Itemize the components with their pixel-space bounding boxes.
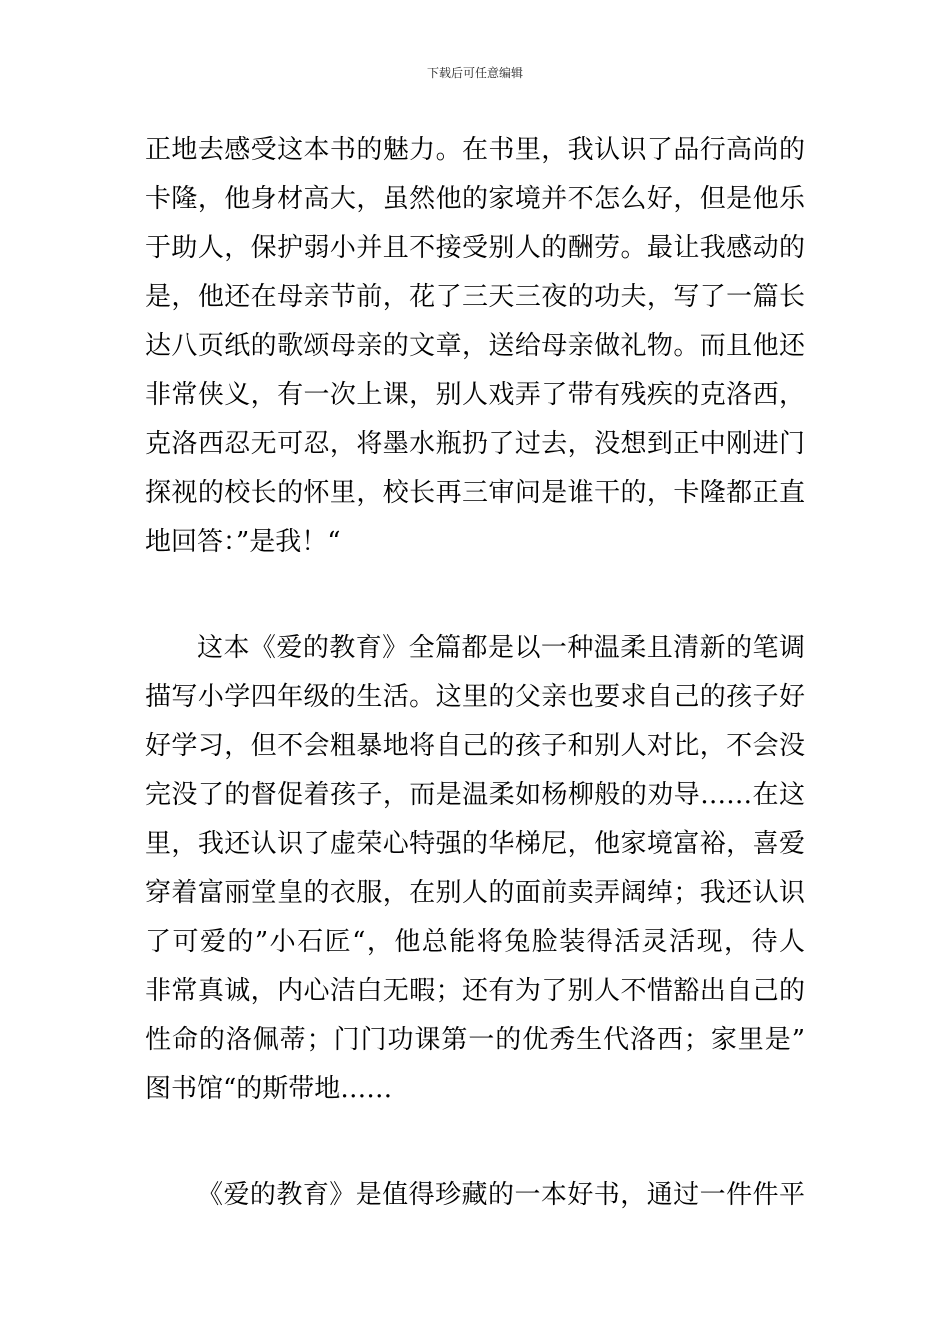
text-line: 《爱的教育》是值得珍藏的一本好书，通过一件件平 — [197, 1180, 805, 1210]
text-line: 图书馆“的斯带地…… — [145, 1074, 393, 1104]
text-line: 卡隆，他身材高大，虽然他的家境并不怎么好，但是他乐 — [145, 184, 805, 214]
header-note: 下载后可任意编辑 — [426, 66, 523, 80]
text-line: 这本《爱的教育》全篇都是以一种温柔且清新的笔调 — [197, 633, 805, 663]
text-line: 地回答：”是我！“ — [145, 527, 341, 557]
text-line: 于助人，保护弱小并且不接受别人的酬劳。最让我感动的 — [145, 233, 805, 263]
paragraph-1 — [145, 126, 805, 567]
text-line: 是，他还在母亲节前，花了三天三夜的功夫，写了一篇长 — [145, 282, 805, 312]
text-line: 好学习，但不会粗暴地将自己的孩子和别人对比，不会没 — [145, 731, 805, 761]
text-line: 非常真诚，内心洁白无暇；还有为了别人不惜豁出自己的 — [145, 976, 805, 1006]
text-line: 穿着富丽堂皇的衣服，在别人的面前卖弄阔绰；我还认识 — [145, 878, 805, 908]
text-line: 完没了的督促着孩子，而是温柔如杨柳般的劝导……在这 — [145, 780, 805, 810]
text-line: 非常侠义，有一次上课，别人戏弄了带有残疾的克洛西， — [145, 380, 805, 410]
text-line: 克洛西忍无可忍，将墨水瓶扔了过去，没想到正中刚进门 — [145, 429, 805, 459]
text-line: 达八页纸的歌颂母亲的文章，送给母亲做礼物。而且他还 — [145, 331, 805, 361]
text-line: 了可爱的”小石匠“，他总能将兔脸装得活灵活现，待人 — [145, 927, 805, 957]
text-line: 里，我还认识了虚荣心特强的华梯尼，他家境富裕，喜爱 — [145, 829, 805, 859]
paragraph-2 — [145, 624, 805, 1114]
text-line: 正地去感受这本书的魅力。在书里，我认识了品行高尚的 — [145, 135, 805, 165]
text-line: 性命的洛佩蒂；门门功课第一的优秀生代洛西；家里是” — [145, 1025, 805, 1055]
text-line: 描写小学四年级的生活。这里的父亲也要求自己的孩子好 — [145, 682, 805, 712]
paragraph-3 — [145, 1171, 805, 1220]
text-line: 探视的校长的怀里，校长再三审问是谁干的，卡隆都正直 — [145, 478, 805, 508]
